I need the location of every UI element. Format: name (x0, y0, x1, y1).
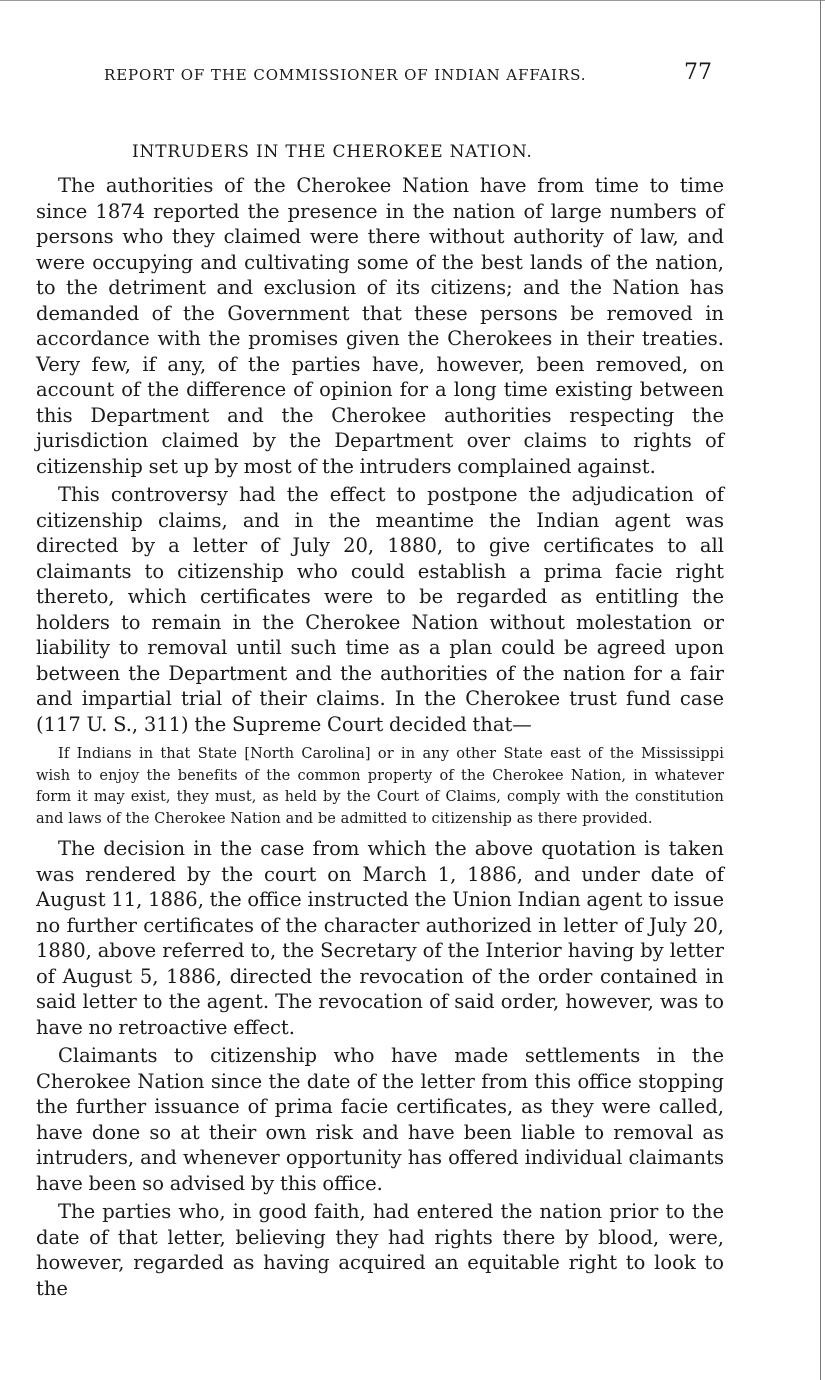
paragraph-5: The parties who, in good faith, had entered the nation prior to the date of that letter, believing they had rights there by blood, were, however, regarded as having acquired an equitable right to look to the (36, 1200, 724, 1300)
running-head: REPORT OF THE COMMISSIONER OF INDIAN AFFAIRS. (104, 66, 587, 84)
court-quotation: If Indians in that State [North Carolina] or in any other State east of the Mississippi wish to enjoy the benefits of the common property of the Cherokee Nation, in whatever form it may exist, they must, as held by the Court of Claims, comply with the constitution and laws of the Cherokee Nation and be admitted to citizenship as there provided. (36, 746, 724, 827)
body-text (36, 173, 724, 1301)
page-top-edge (0, 0, 825, 1)
page-right-edge (820, 0, 821, 1380)
paragraph-1: The authorities of the Cherokee Nation have from time to time since 1874 reported the presence in the nation of large numbers of persons who they claimed were there without authority of law, and were occupying and cultivating some of the best lands of the nation, to the detriment and exclusion of its citizens; and the Nation has demanded of the Government that these persons be removed in accordance with the promises given the Cherokees in their treaties. Very few, if any, of the parties have, however, been removed, on account of the difference of opinion for a long time existing between this Department and the Cherokee authorities respecting the jurisdiction claimed by the Department over claims to rights of citizenship set up by most of the intruders complained against. (36, 174, 724, 478)
paragraph-3: The decision in the case from which the above quotation is taken was rendered by the court on March 1, 1886, and under date of August 11, 1886, the office instructed the Union Indian agent to issue no further certificates of the character authorized in letter of July 20, 1880, above referred to, the Secretary of the Interior having by letter of August 5, 1886, directed the revocation of the order contained in said letter to the agent. The revocation of said order, however, was to have no retroactive effect. (36, 837, 724, 1039)
section-title: INTRUDERS IN THE CHEROKEE NATION. (132, 142, 533, 162)
paragraph-2: This controversy had the effect to postpone the adjudication of citizenship claims, and in the meantime the Indian agent was directed by a letter of July 20, 1880, to give certificates to all claimants to citizenship who could establish a prima facie right thereto, which certificates were to be regarded as entitling the holders to remain in the Cherokee Nation without molestation or liability to removal until such time as a plan could be agreed upon between the Department and the authorities of the nation for a fair and impartial trial of their claims. In the Cherokee trust fund case (117 U. S., 311) the Supreme Court decided that— (36, 483, 724, 736)
paragraph-4: Claimants to citizenship who have made settlements in the Cherokee Nation since the date of the letter from this office stopping the further issuance of prima facie certificates, as they were called, have done so at their own risk and have been liable to removal as intruders, and whenever opportunity has offered individual claimants have been so advised by this office. (36, 1044, 724, 1195)
page-number: 77 (684, 60, 712, 85)
